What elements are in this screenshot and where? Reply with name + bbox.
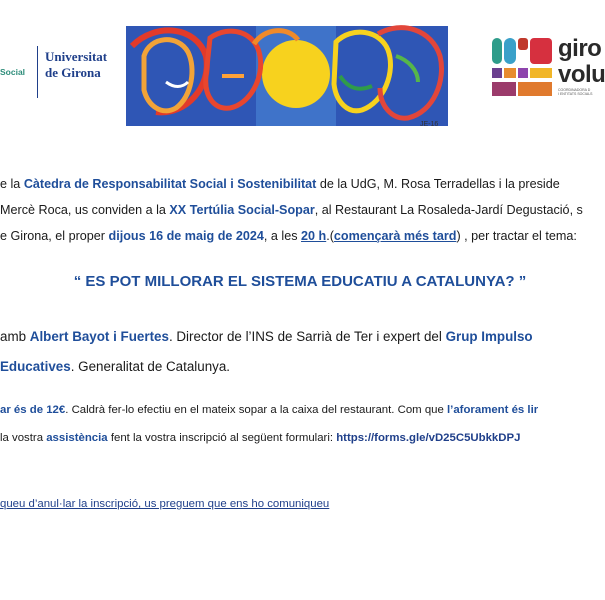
- mark-block-10: [518, 82, 552, 96]
- discussion-question: “ ES POT MILLORAR EL SISTEMA EDUCATIU A CATALUNYA? ”: [73, 273, 527, 290]
- event-name: XX Tertúlia Social-Sopar: [169, 203, 315, 217]
- paragraph-line-1: [0, 177, 560, 191]
- event-date: dijous 16 de maig de 2024: [108, 229, 264, 243]
- left-logo-fragment: Social: [0, 67, 26, 77]
- text: , al Restaurant La Rosaleda-Jardí Degustació, s: [314, 203, 583, 217]
- right-logo-small: [558, 88, 593, 96]
- registration-link[interactable]: https://forms.gle/vD25C5UbkkDPJ: [336, 432, 521, 444]
- late-start-note: començarà més tard: [333, 229, 457, 243]
- artist-signature: JE-16: [420, 121, 439, 128]
- university-name-line1: Universitat: [45, 49, 108, 64]
- text: . Generalitat de Catalunya.: [70, 359, 231, 374]
- paragraph-line-7: [0, 432, 520, 444]
- sun-shape: [262, 40, 330, 108]
- text: de la UdG, M. Rosa Terradellas i la preside: [316, 177, 560, 191]
- event-time: 20 h: [301, 229, 327, 243]
- text: . Caldrà fer-lo efectiu en el mateix sopar a la caixa del restaurant. Com que: [65, 404, 448, 416]
- mark-block-7: [518, 68, 528, 78]
- mark-block-4: [530, 38, 552, 64]
- text: e Girona, el proper: [0, 229, 109, 243]
- text: , a les: [263, 229, 302, 243]
- right-logo-small-line1: COORDINADORA D: [558, 88, 591, 92]
- text: ) , per tractar el tema:: [456, 229, 577, 243]
- cancellation-note: queu d’anul·lar la inscripció, us preguem que ens ho comuniqueu: [0, 498, 330, 510]
- paragraph-line-4: [0, 329, 533, 344]
- paragraph-line-6: [0, 404, 538, 416]
- dinner-price: ar és de 12€: [0, 404, 66, 416]
- mark-block-1: [492, 38, 502, 64]
- text: Mercè Roca, us conviden a la: [0, 203, 170, 217]
- text: . Director de l’INS de Sarrià de Ter i expert del: [168, 329, 446, 344]
- limited-capacity: l’aforament és lir: [447, 404, 539, 416]
- paragraph-line-5: [0, 359, 230, 374]
- university-logo: [45, 49, 107, 81]
- mark-block-6: [504, 68, 516, 78]
- right-logo-line2: volu: [558, 61, 605, 88]
- faces-illustration: [126, 16, 450, 134]
- text: la vostra: [0, 432, 47, 444]
- mark-block-2: [504, 38, 516, 64]
- right-logo-small-line2: I ENTITATS SOCIALS: [558, 92, 593, 96]
- paragraph-line-2: [0, 203, 583, 217]
- mark-block-8: [530, 68, 552, 78]
- logo-divider: [37, 46, 38, 98]
- text: .(: [326, 229, 334, 243]
- text: fent la vostra inscripció al següent formulari:: [107, 432, 337, 444]
- group-name: Grup Impulso: [445, 329, 533, 344]
- text: amb: [0, 329, 30, 344]
- text: e la: [0, 177, 24, 191]
- mark-block-9: [492, 82, 516, 96]
- group-name-cont: Educatives: [0, 359, 71, 374]
- right-logo-text: [558, 36, 605, 88]
- right-logo: [492, 35, 605, 100]
- attendance-word: assistència: [46, 432, 108, 444]
- mark-block-3: [518, 38, 528, 50]
- right-logo-line1: giro: [558, 35, 602, 62]
- right-logo-mark: [492, 36, 556, 100]
- catedra-name: Càtedra de Responsabilitat Social i Sostenibilitat: [23, 177, 317, 191]
- speaker-name: Albert Bayot i Fuertes: [29, 329, 169, 344]
- mark-block-5: [492, 68, 502, 78]
- paragraph-line-3: [0, 229, 577, 243]
- university-name-line2: de Girona: [45, 65, 101, 80]
